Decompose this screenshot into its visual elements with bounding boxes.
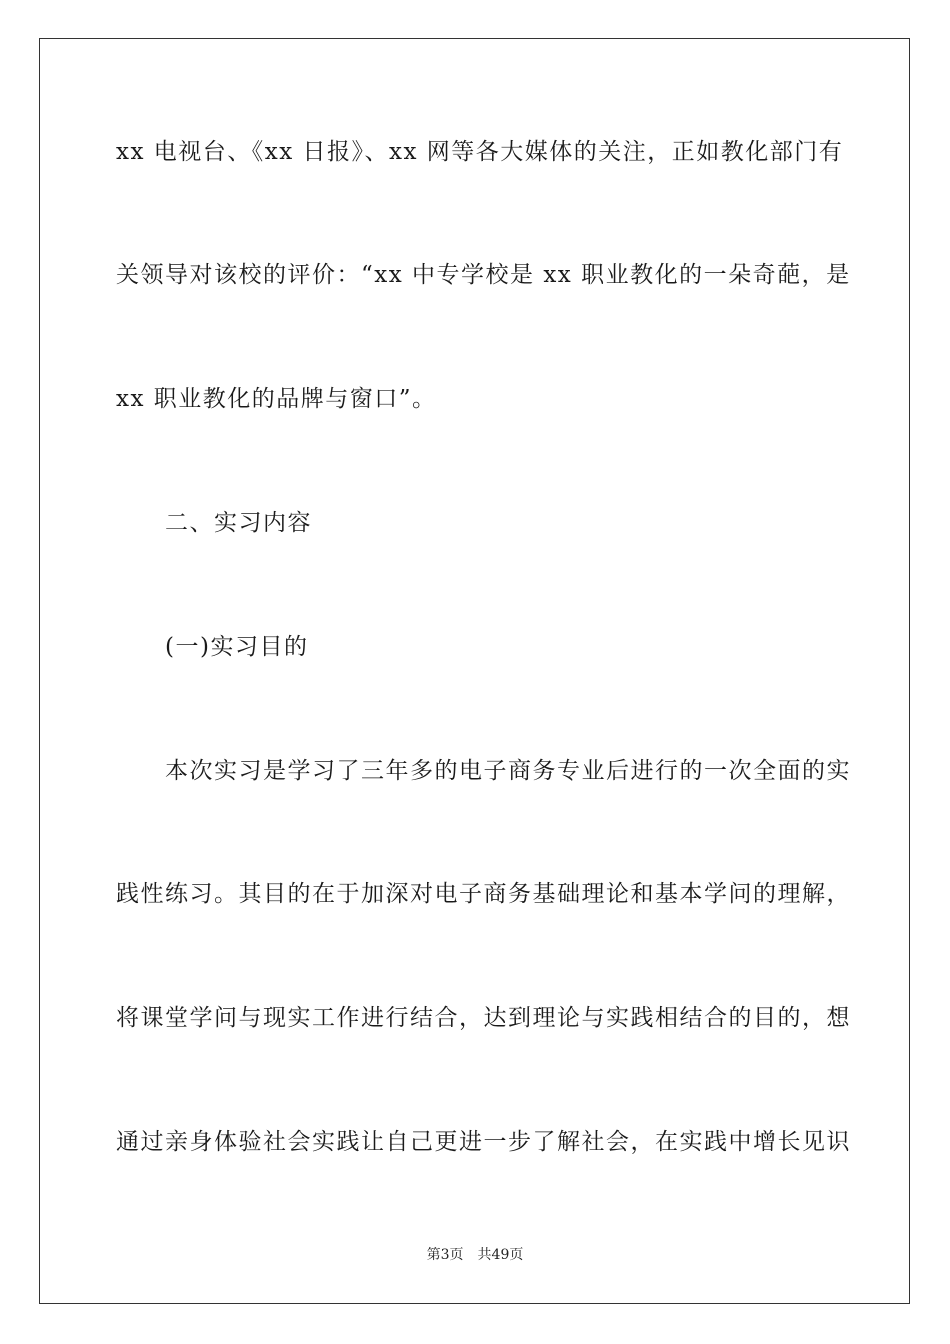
page-footer xyxy=(0,1246,950,1264)
body-line-2: 关领导对该校的评价：“xx 中专学校是 xx 职业教化的一朵奇葩，是 xyxy=(116,262,851,288)
body-line-9: 通过亲身体验社会实践让自己更进一步了解社会，在实践中增长见识 xyxy=(116,1129,851,1155)
current-page-number: 第3页 xyxy=(426,1247,464,1263)
body-line-6: 本次实习是学习了三年多的电子商务专业后进行的一次全面的实 xyxy=(165,758,851,784)
body-line-8: 将课堂学问与现实工作进行结合，达到理论与实践相结合的目的，想 xyxy=(116,1005,851,1031)
page-border xyxy=(39,38,910,1304)
section-heading: 二、实习内容 xyxy=(165,510,312,536)
subsection-heading: (一)实习目的 xyxy=(165,634,309,660)
body-line-3: xx 职业教化的品牌与窗口”。 xyxy=(116,386,437,412)
total-page-count: 共49页 xyxy=(477,1247,524,1263)
body-line-7: 践性练习。其目的在于加深对电子商务基础理论和基本学问的理解， xyxy=(116,881,851,907)
body-line-1: xx 电视台、《xx 日报》、xx 网等各大媒体的关注，正如教化部门有 xyxy=(116,139,844,165)
